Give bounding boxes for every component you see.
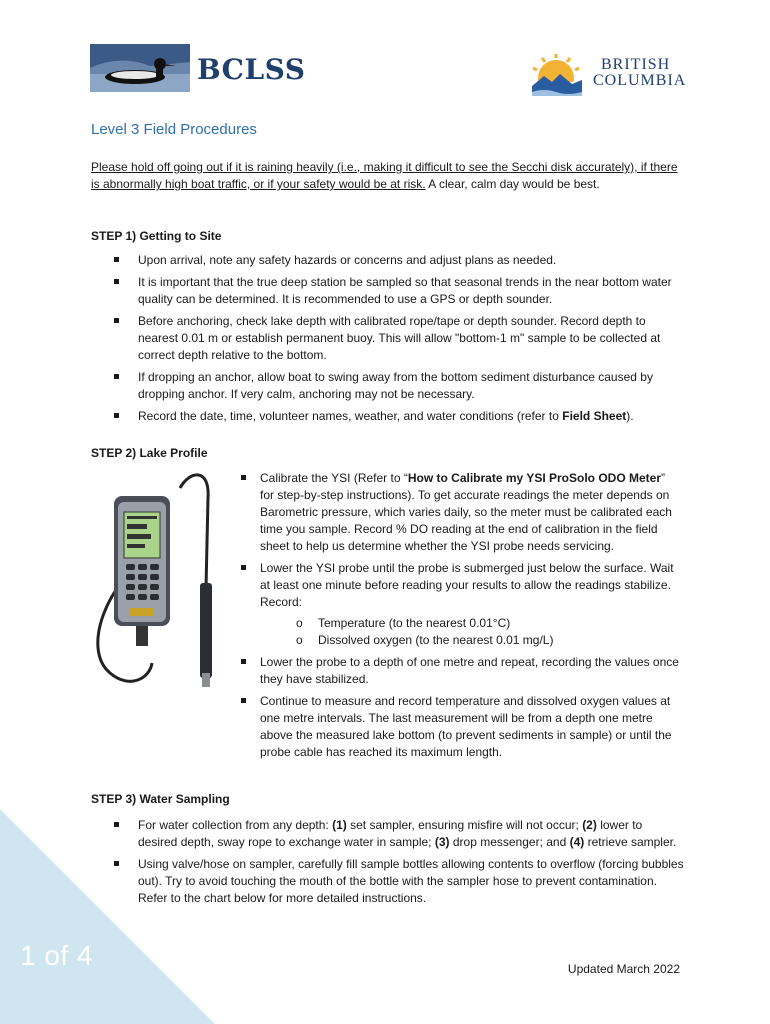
step3-list [112,817,684,912]
list-item [112,817,684,851]
ysi-meter-image [90,468,230,698]
list-item: Lower the probe to a depth of one metre and repeat, recording the values once they have stabilized. [241,654,681,688]
list-item: Calibrate the YSI (Refer to “How to Calibrate my YSI ProSolo ODO Meter” for step-by-step instructions). To get accurate readings the meter depends on Barometric pressure, which varies daily, so the meter must be calibrated each time you sample. Record % DO reading at the end of calibration in the field sheet to help us determine whether the YSI probe needs servicing. [241,470,681,555]
intro-paragraph [91,159,686,193]
field-sheet-ref: Field Sheet [562,409,627,423]
step-text: set sampler, ensuring misfire will not occur; [346,818,583,832]
list-item: It is important that the true deep station be sampled so that seasonal trends in the near bottom water quality can be determined. It is recommended to use a GPS or depth sounder. [112,274,682,308]
list-item: Continue to measure and record temperature and dissolved oxygen values at one metre intervals. The last measurement will be from a depth one metre above the measured lake bottom (to prevent sediments in sample) or until the probe cable has reached its maximum length. [241,693,681,761]
intro-warning: Please hold off going out if it is raining heavily (i.e., making it difficult to see the Secchi disk accurately), if there is abnormally high boat traffic, or if your safety would be at risk. [91,160,678,191]
intro-rest: A clear, calm day would be best. [425,177,600,191]
step1-heading: STEP 1) Getting to Site [91,229,222,243]
list-item: Record the date, time, volunteer names, weather, and water conditions (refer to Field Sheet). [112,408,682,425]
step-number: (2) [582,818,597,832]
list-item: Upon arrival, note any safety hazards or concerns and adjust plans as needed. [112,252,682,269]
step2-list [241,470,681,766]
list-item: Using valve/hose on sampler, carefully fill sample bottles allowing contents to overflow (forcing bubbles out). Try to avoid touching the mouth of the bottle with the sampler hose to prevent contamination. Refer to the chart below for more detailed instructions. [112,856,684,907]
sub-list-item: o Temperature (to the nearest 0.01°C) [260,615,681,632]
step3-heading: STEP 3) Water Sampling [91,792,230,806]
list-item: If dropping an anchor, allow boat to swing away from the bottom sediment disturbance caused by dropping anchor. If very calm, anchoring may not be necessary. [112,369,682,403]
sub-list-item: o Dissolved oxygen (to the nearest 0.01 mg/L) [260,632,681,649]
list-item: Lower the YSI probe until the probe is submerged just below the surface. Wait at least one minute before reading your results to allow the readings stabilize. Record: o Temperature (to the nearest 0.01°C) o Dissolved oxygen (to the nearest 0.01 mg/L) [241,560,681,649]
step-number: (1) [332,818,347,832]
step2-heading: STEP 2) Lake Profile [91,446,208,460]
step-text: lower to desired depth, sway rope to exchange water in sample; [138,818,643,849]
page-title: Level 3 Field Procedures [91,121,257,138]
step-number: (4) [569,835,585,849]
step-number: (3) [434,835,450,849]
updated-date: Updated March 2022 [567,962,680,976]
bc-logo-line1: BRITISH [601,56,671,73]
page-number: 1 of 4 [20,940,94,971]
step-text: retrieve sampler. [584,835,677,849]
step-text: For water collection from any depth: [138,818,333,832]
calibration-guide-ref: How to Calibrate my YSI ProSolo ODO Meter [407,471,662,485]
bclss-logo-text: BCLSS [197,53,306,86]
bc-logo-line2: COLUMBIA [593,72,687,89]
step1-list [112,252,682,430]
list-item: Before anchoring, check lake depth with calibrated rope/tape or depth sounder. Record depth to nearest 0.01 m or establish permanent buoy. This will allow "bottom-1 m" sample to be collected at correct depth relative to the bottom. [112,313,682,364]
record-sublist [260,615,681,649]
step-text: drop messenger; and [449,835,570,849]
